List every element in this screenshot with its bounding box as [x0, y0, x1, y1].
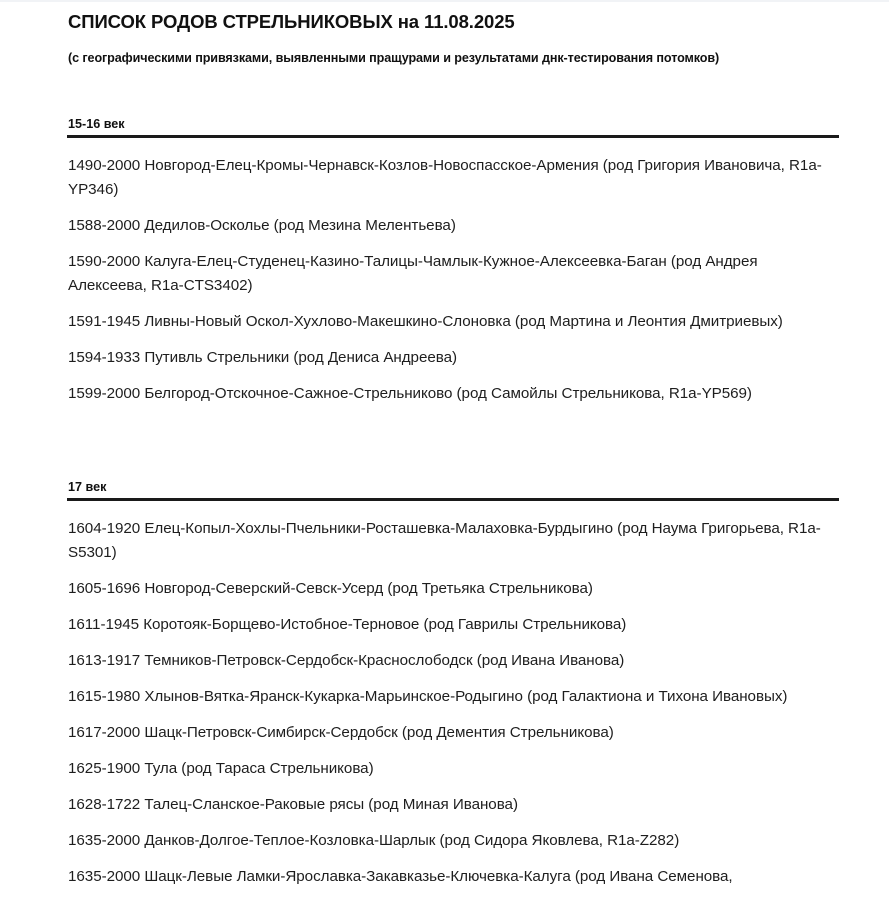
list-item: 1617-2000 Шацк-Петровск-Симбирск-Сердобск (род Дементия Стрельникова) — [68, 724, 614, 741]
section-heading: 17 век — [68, 480, 107, 494]
list-item: 1590-2000 Калуга-Елец-Студенец-Казино-Талицы-Чамлык-Кужное-Алексеевка-Баган (род Андрея Алексеева, R1a-CTS3402) — [68, 253, 758, 294]
list-item: 1635-2000 Данков-Долгое-Теплое-Козловка-Шарлык (род Сидора Яковлева, R1a-Z282) — [68, 832, 680, 849]
section-divider — [67, 498, 839, 501]
list-item: 1591-1945 Ливны-Новый Оскол-Хухлово-Макешкино-Слоновка (род Мартина и Леонтия Дмитриевых) — [68, 313, 783, 330]
list-item: 1613-1917 Темников-Петровск-Сердобск-Краснослободск (род Ивана Иванова) — [68, 652, 625, 669]
section-15-16-century — [67, 116, 839, 418]
list-item: 1605-1696 Новгород-Северский-Севск-Усерд (род Третьяка Стрельникова) — [68, 580, 593, 597]
list-item: 1490-2000 Новгород-Елец-Кромы-Чернавск-Козлов-Новоспасское-Армения (род Григория Ивановича, R1a-YP346) — [68, 157, 822, 198]
list-item: 1635-2000 Шацк-Левые Ламки-Ярославка-Закавказье-Ключевка-Калуга (род Ивана Семенова, — [68, 868, 733, 885]
page-top-edge — [0, 0, 889, 2]
entry-list — [67, 517, 839, 889]
list-item: 1625-1900 Тула (род Тараса Стрельникова) — [68, 760, 374, 777]
list-item: 1599-2000 Белгород-Отскочное-Сажное-Стрельниково (род Самойлы Стрельникова, R1a-YP569) — [68, 385, 752, 402]
list-item: 1594-1933 Путивль Стрельники (род Дениса Андреева) — [68, 349, 458, 366]
entry-list — [67, 154, 839, 406]
list-item: 1628-1722 Талец-Сланское-Раковые рясы (род Миная Иванова) — [68, 796, 518, 813]
section-heading: 15-16 век — [68, 117, 125, 131]
section-17-century — [67, 479, 839, 901]
list-item: 1588-2000 Дедилов-Осколье (род Мезина Мелентьева) — [68, 217, 456, 234]
document-subtitle: (с географическими привязками, выявленными пращурами и результатами днк-тестирования потомков) — [68, 51, 720, 65]
list-item: 1611-1945 Коротояк-Борщево-Истобное-Терновое (род Гаврилы Стрельникова) — [68, 616, 627, 633]
list-item: 1615-1980 Хлынов-Вятка-Яранск-Кукарка-Марьинское-Родыгино (род Галактиона и Тихона Ивановых) — [68, 688, 788, 705]
list-item: 1604-1920 Елец-Копыл-Хохлы-Пчельники-Росташевка-Малаховка-Бурдыгино (род Наума Григорьева, R1a-S5301) — [68, 520, 821, 561]
section-divider — [67, 135, 839, 138]
document-title: СПИСОК РОДОВ СТРЕЛЬНИКОВЫХ на 11.08.2025 — [68, 11, 515, 32]
